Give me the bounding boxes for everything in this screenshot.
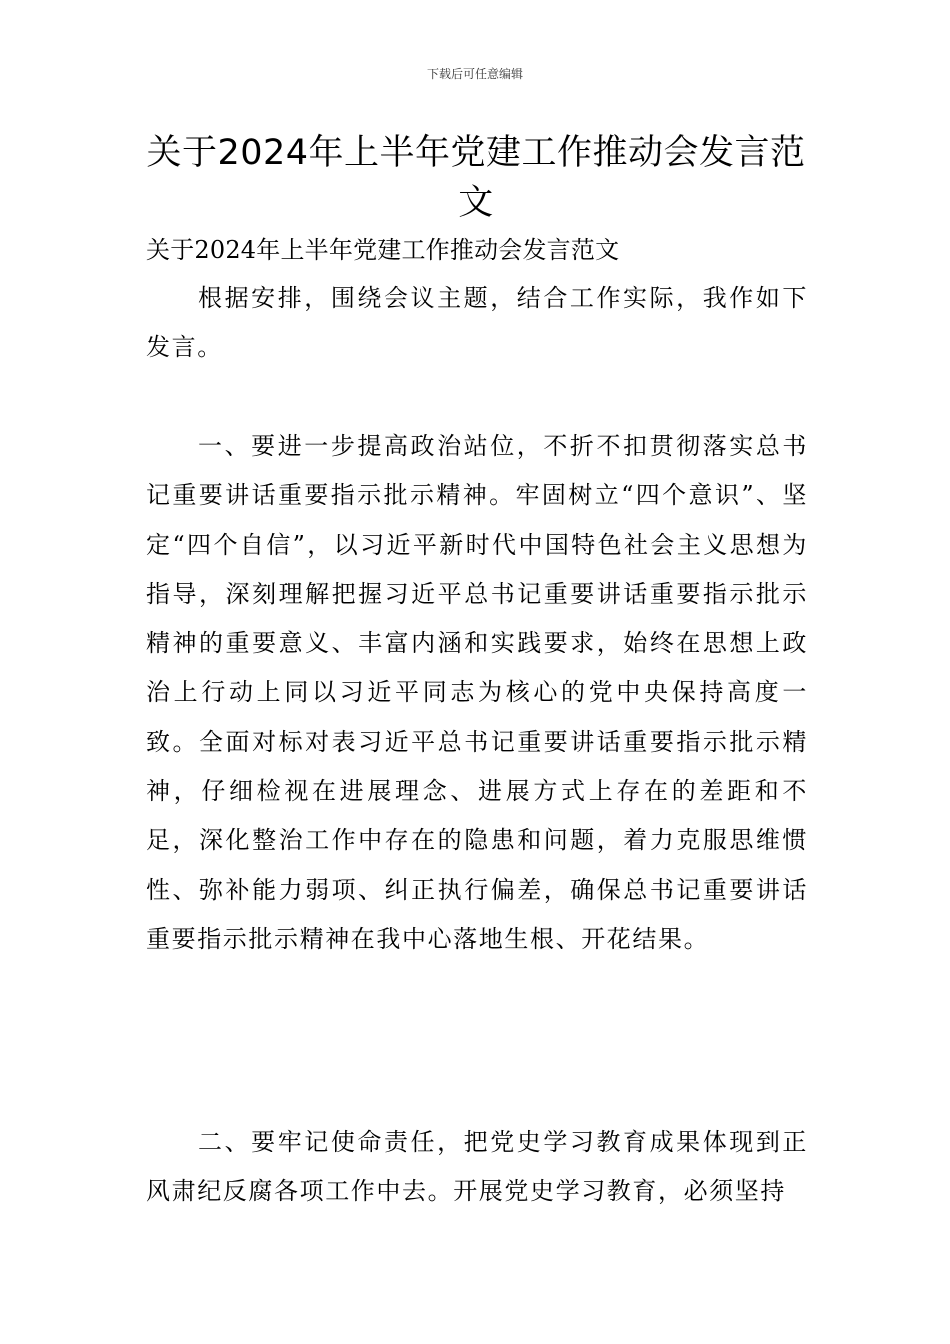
- header-note: 下载后可任意编辑: [426, 67, 523, 81]
- intro-paragraph: 根据安排，围绕会议主题，结合工作实际，我作如下发言。: [146, 284, 808, 362]
- document-title: 关于2024年上半年党建工作推动会发言范文: [146, 133, 806, 223]
- body-paragraph-1: 一、要进一步提高政治站位，不折不扣贯彻落实总书记重要讲话重要指示批示精神。牢固树立“四个意识”、坚定“四个自信”，以习近平新时代中国特色社会主义思想为指导，深刻理解把握习近平总书记重要讲话重要指示批示精神的重要意义、丰富内涵和实践要求，始终在思想上政治上行动上同以习近平同志为核心的党中央保持高度一致。全面对标对表习近平总书记重要讲话重要指示批示精神，仔细检视在进展理念、进展方式上存在的差距和不足，深化整治工作中存在的隐患和问题，着力克服思维惯性、弥补能力弱项、纠正执行偏差，确保总书记重要讲话重要指示批示精神在我中心落地生根、开花结果。: [146, 432, 808, 953]
- body-paragraph-2: 二、要牢记使命责任，把党史学习教育成果体现到正风肃纪反腐各项工作中去。开展党史学习教育，必须坚持: [146, 1128, 808, 1206]
- document-subtitle: 关于2024年上半年党建工作推动会发言范文: [146, 236, 620, 264]
